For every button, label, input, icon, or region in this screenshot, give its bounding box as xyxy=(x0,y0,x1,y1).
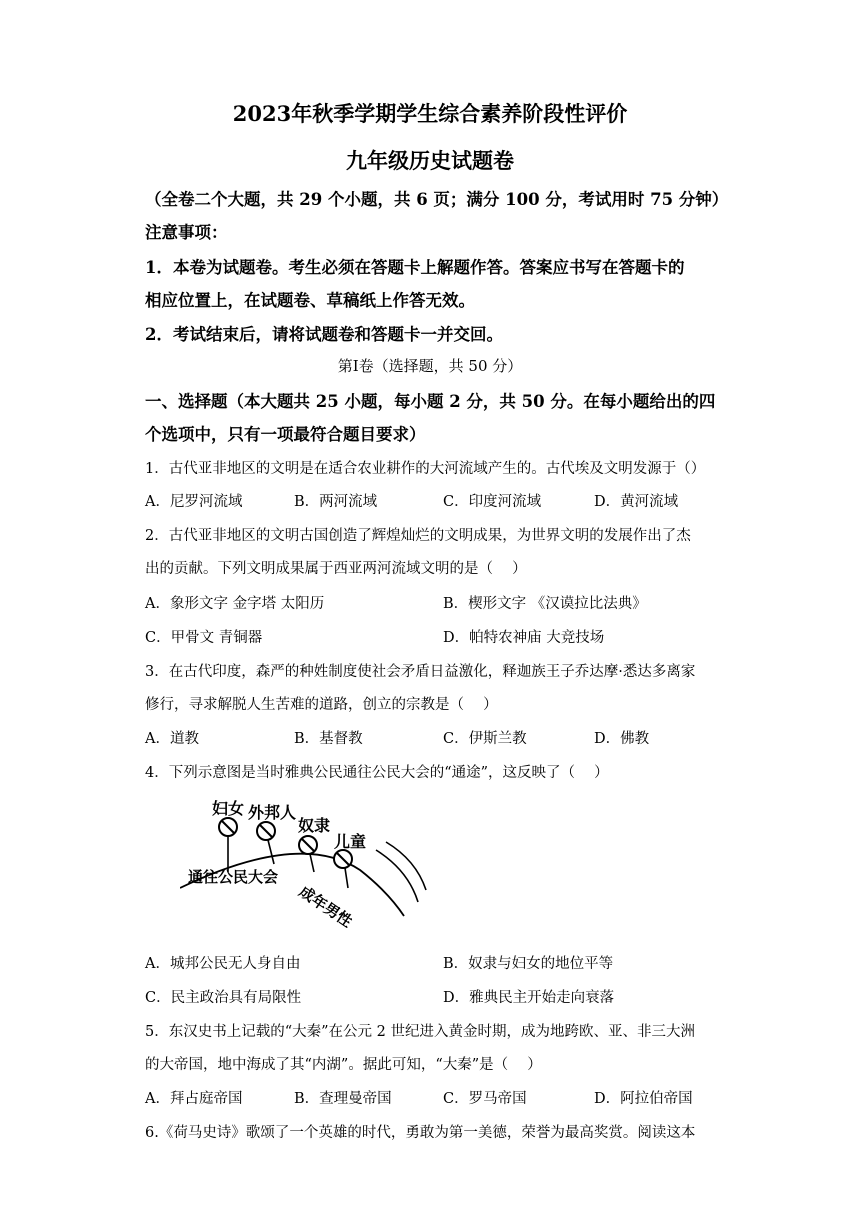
question-3-option-b: B．基督教 xyxy=(294,731,363,747)
road-right-edge-2 xyxy=(386,842,426,890)
question-3-stem-line-1: 3．在古代印度，森严的种姓制度使社会矛盾日益激化，释迦族王子乔达摩·悉达多离家 xyxy=(145,664,696,680)
question-4-option-a: A．城邦公民无人身自由 xyxy=(145,956,301,972)
no-entry-icon xyxy=(219,818,237,836)
question-2-option-c: C．甲骨文 青铜器 xyxy=(145,630,263,646)
question-1-option-c: C．印度河流域 xyxy=(443,494,542,510)
athens-assembly-diagram xyxy=(180,792,430,942)
section-heading-line-2: 个选项中，只有一项最符合题目要求） xyxy=(145,425,426,444)
road-right-edge-1 xyxy=(376,850,418,902)
road-guide xyxy=(180,894,395,938)
sign-post-foreigners xyxy=(268,840,274,864)
question-4-stem: 4．下列示意图是当时雅典公民通往公民大会的“通途”，这反映了（ ） xyxy=(145,765,609,781)
question-3-option-d: D．佛教 xyxy=(594,731,650,747)
section-heading-line-1: 一、选择题（本大题共 25 小题，每小题 2 分，共 50 分。在每小题给出的四 xyxy=(145,392,716,411)
question-5-option-c: C．罗马帝国 xyxy=(443,1091,527,1107)
no-entry-icon xyxy=(299,836,317,854)
question-1-option-d: D．黄河流域 xyxy=(594,494,679,510)
notice-item-1-line-1: 1．本卷为试题卷。考生必须在答题卡上解题作答。答案应书写在答题卡的 xyxy=(145,258,685,277)
question-1-option-a: A．尼罗河流域 xyxy=(145,494,243,510)
diagram-label-adult-men: 成年男性 xyxy=(295,882,356,931)
diagram-label-foreigners: 外邦人 xyxy=(248,803,297,822)
diagram-label-slaves: 奴隶 xyxy=(298,816,331,835)
exam-title: 2023年秋季学期学生综合素养阶段性评价 xyxy=(232,101,628,126)
no-entry-icon xyxy=(257,822,275,840)
question-2-stem-line-1: 2．古代亚非地区的文明古国创造了辉煌灿烂的文明成果，为世界文明的发展作出了杰 xyxy=(145,528,691,544)
question-3-option-c: C．伊斯兰教 xyxy=(443,731,527,747)
question-5-option-a: A．拜占庭帝国 xyxy=(145,1091,243,1107)
exam-meta: （全卷二个大题，共 29 个小题，共 6 页；满分 100 分，考试用时 75 分钟） xyxy=(145,190,729,209)
sign-post-children xyxy=(345,868,348,888)
notice-item-2: 2．考试结束后，请将试题卷和答题卡一并交回。 xyxy=(145,325,503,344)
sign-post-slaves xyxy=(310,854,314,872)
question-4-option-c: C．民主政治具有局限性 xyxy=(145,990,302,1006)
part-title: 第Ⅰ卷（选择题，共 50 分） xyxy=(337,357,523,375)
notice-item-1-line-2: 相应位置上，在试题卷、草稿纸上作答无效。 xyxy=(145,291,475,310)
question-2-option-a: A．象形文字 金字塔 太阳历 xyxy=(145,596,325,612)
question-5-option-b: B．查理曼帝国 xyxy=(294,1091,392,1107)
question-3-stem-line-2: 修行，寻求解脱人生苦难的道路，创立的宗教是（ ） xyxy=(145,697,498,713)
diagram-label-assembly: 通往公民大会 xyxy=(188,868,279,886)
question-5-stem-line-2: 的大帝国，地中海成了其“内湖”。据此可知，“大秦”是（ ） xyxy=(145,1057,542,1073)
diagram-label-women: 妇女 xyxy=(212,799,245,818)
question-1-option-b: B．两河流域 xyxy=(294,494,378,510)
diagram-label-children: 儿童 xyxy=(334,832,367,851)
question-2-option-b: B．楔形文字 《汉谟拉比法典》 xyxy=(443,596,647,612)
question-3-option-a: A．道教 xyxy=(145,731,199,747)
question-6-stem-line-1: 6.《荷马史诗》歌颂了一个英雄的时代，勇敢为第一美德，荣誉为最高奖赏。阅读这本 xyxy=(145,1125,696,1141)
no-entry-icon xyxy=(334,850,352,868)
question-5-stem-line-1: 5．东汉史书上记载的“大秦”在公元 2 世纪进入黄金时期，成为地跨欧、亚、非三大洲 xyxy=(145,1024,695,1040)
question-4-option-b: B．奴隶与妇女的地位平等 xyxy=(443,956,614,972)
question-2-stem-line-2: 出的贡献。下列文明成果属于西亚两河流域文明的是（ ） xyxy=(145,561,527,577)
question-5-option-d: D．阿拉伯帝国 xyxy=(594,1091,693,1107)
question-1-stem: 1．古代亚非地区的文明是在适合农业耕作的大河流域产生的。古代埃及文明发源于（） xyxy=(145,461,706,477)
question-4-option-d: D．雅典民主开始走向衰落 xyxy=(443,990,615,1006)
question-2-option-d: D．帕特农神庙 大竞技场 xyxy=(443,630,605,646)
exam-subtitle: 九年级历史试题卷 xyxy=(346,148,514,173)
notice-heading: 注意事项： xyxy=(145,223,228,242)
